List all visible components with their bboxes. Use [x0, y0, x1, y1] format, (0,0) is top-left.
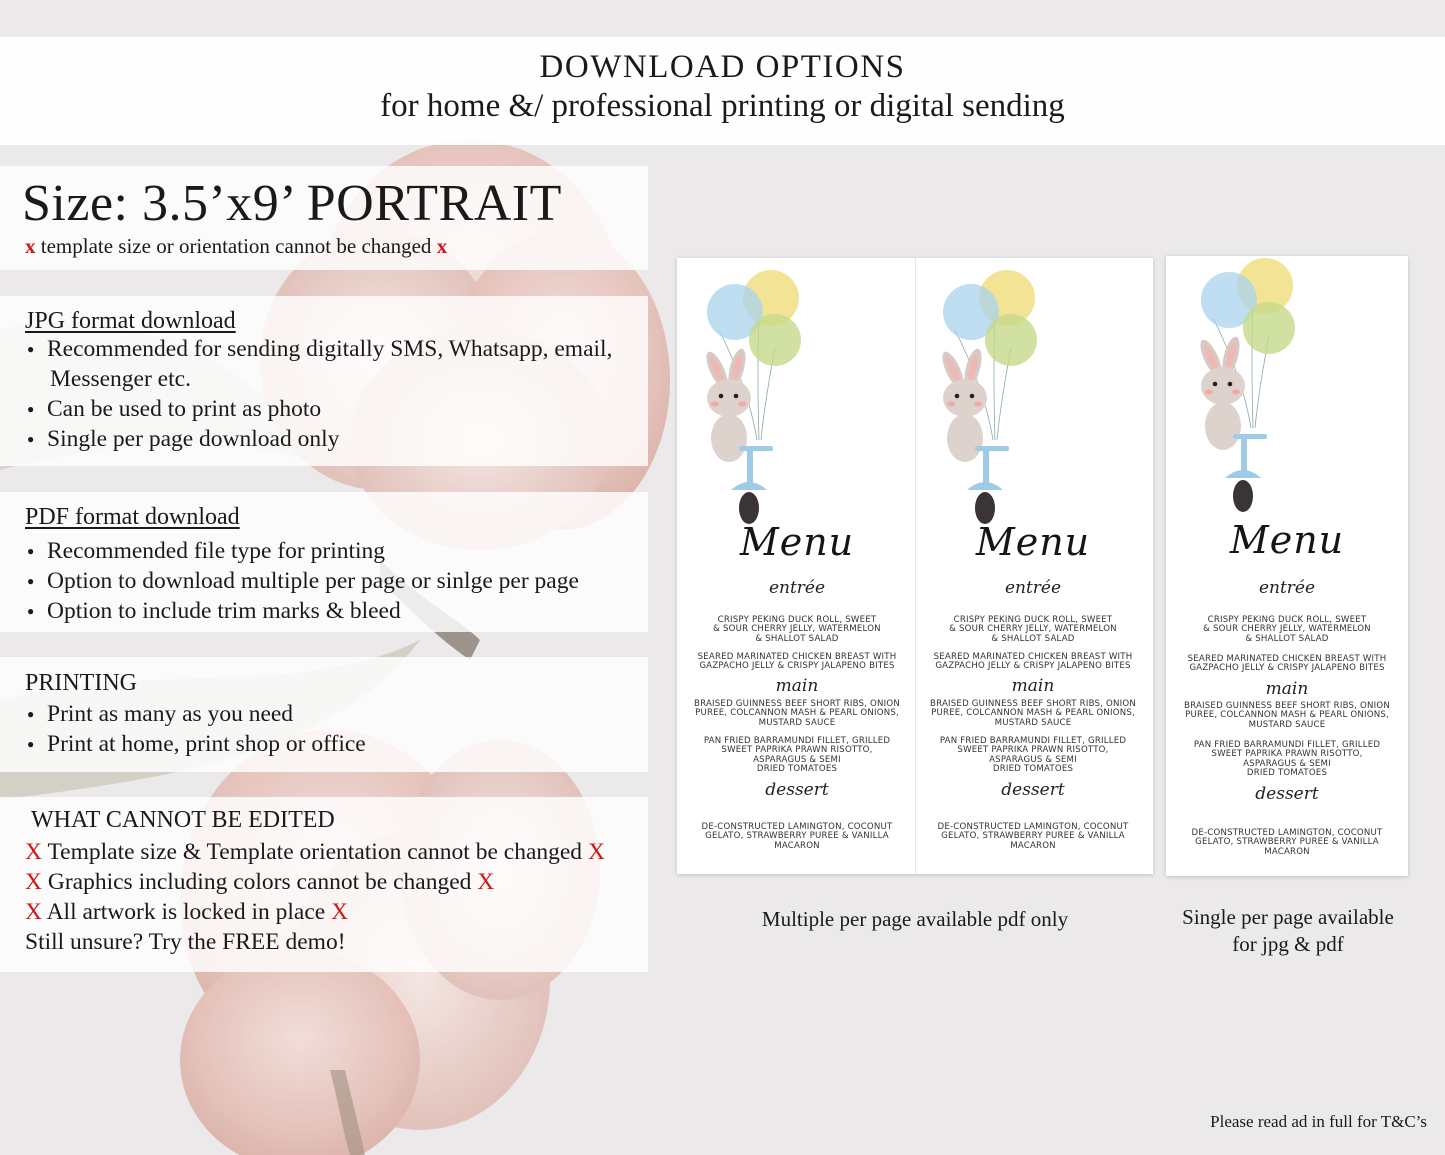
- course-label-entree: entrée: [768, 578, 826, 598]
- dish-line: ASPARAGUS & SEMI: [753, 754, 841, 765]
- dish-line: MACARON: [1264, 846, 1310, 857]
- dish-main-1: [925, 700, 1141, 728]
- dish-line: SEARED MARINATED CHICKEN BREAST WITH: [933, 652, 1133, 662]
- red-x-icon: x: [25, 234, 36, 258]
- dish-line: PUREE, COLCANNON MASH & PEARL ONIONS,: [695, 708, 899, 719]
- dish-line: CRISPY PEKING DUCK ROLL, SWEET: [1207, 615, 1367, 625]
- dish-entree-1: [925, 616, 1141, 644]
- dish-line: SWEET PAPRIKA PRAWN RISOTTO,: [1211, 749, 1363, 760]
- dish-dessert-1: [689, 823, 905, 851]
- dish-main-1: [689, 700, 905, 728]
- bunny-icon: [1196, 335, 1245, 450]
- printing-list: [25, 699, 366, 759]
- dish-line: GELATO, STRAWBERRY PUREE & VANILLA: [705, 831, 889, 842]
- size-note: [25, 234, 447, 259]
- dish-line: PAN FRIED BARRAMUNDI FILLET, GRILLED: [703, 736, 891, 746]
- list-item: ● Recommended file type for printing: [25, 536, 579, 566]
- demo-line: Still unsure? Try the FREE demo!: [25, 929, 346, 955]
- dish-line: BRAISED GUINNESS BEEF SHORT RIBS, ONION: [1184, 701, 1390, 711]
- red-x-icon: X: [25, 899, 42, 925]
- dish-main-2: [1179, 741, 1395, 779]
- size-note-text: template size or orientation cannot be changed: [40, 234, 432, 258]
- dish-main-2: [925, 737, 1141, 775]
- menu-card: [915, 258, 1151, 874]
- dish-line: & SOUR CHERRY JELLY, WATERMELON: [713, 624, 881, 635]
- pdf-list: [25, 536, 579, 626]
- bunny-icon: [938, 347, 987, 462]
- dish-line: & SHALLOT SALAD: [1245, 633, 1329, 644]
- course-label-main: main: [775, 676, 819, 696]
- red-x-icon: X: [587, 839, 605, 865]
- edit-line-text: Template size & Template orientation cannot be changed: [47, 839, 583, 865]
- menu-title: Menu: [739, 520, 855, 564]
- dish-line: SEARED MARINATED CHICKEN BREAST WITH: [1187, 654, 1387, 664]
- not-editable-heading: WHAT CANNOT BE EDITED: [31, 807, 335, 833]
- dish-line: MUSTARD SAUCE: [758, 717, 836, 728]
- dish-line: MUSTARD SAUCE: [994, 717, 1072, 728]
- green-balloon-icon: [985, 314, 1037, 366]
- dish-line: GAZPACHO JELLY & CRISPY JALAPENO BITES: [699, 661, 895, 672]
- course-label-main: main: [1265, 679, 1309, 699]
- list-item: ● Print as many as you need: [25, 699, 366, 729]
- footer-note: Please read ad in full for T&C’s: [1210, 1112, 1427, 1131]
- dish-line: PUREE, COLCANNON MASH & PEARL ONIONS,: [1185, 710, 1389, 721]
- dish-line: BRAISED GUINNESS BEEF SHORT RIBS, ONION: [694, 699, 900, 709]
- dish-line: DRIED TOMATOES: [1246, 768, 1328, 779]
- jpg-list: [25, 334, 612, 454]
- dish-line: PAN FRIED BARRAMUNDI FILLET, GRILLED: [1193, 740, 1381, 750]
- not-editable-panel: [0, 797, 648, 972]
- list-item: ● Recommended for sending digitally SMS, Whatsapp, email,: [25, 334, 612, 364]
- dish-line: DRIED TOMATOES: [992, 764, 1074, 775]
- list-item: Messenger etc.: [50, 366, 191, 392]
- menu-title: Menu: [1229, 518, 1345, 562]
- dish-entree-2: [1179, 655, 1395, 674]
- caption-single-line: Single per page available: [1182, 905, 1394, 929]
- caption-single-line: for jpg & pdf: [1232, 932, 1344, 956]
- header-band: [0, 37, 1445, 145]
- dish-line: DE-CONSTRUCTED LAMINGTON, COCONUT: [1191, 828, 1383, 838]
- dish-line: & SOUR CHERRY JELLY, WATERMELON: [1203, 624, 1371, 635]
- edit-line: [25, 867, 605, 897]
- not-editable-lines: [25, 837, 605, 957]
- course-label-entree: entrée: [1004, 578, 1062, 598]
- dish-line: MACARON: [774, 840, 820, 851]
- dish-line: BRAISED GUINNESS BEEF SHORT RIBS, ONION: [930, 699, 1136, 709]
- dish-main-2: [689, 737, 905, 775]
- edit-line-text: Graphics including colors cannot be changed: [47, 869, 472, 895]
- dish-entree-1: [689, 616, 905, 644]
- dish-line: GAZPACHO JELLY & CRISPY JALAPENO BITES: [935, 661, 1131, 672]
- menu-card: [1169, 256, 1405, 876]
- dish-line: CRISPY PEKING DUCK ROLL, SWEET: [953, 615, 1113, 625]
- list-item: ● Option to include trim marks & bleed: [25, 596, 579, 626]
- list-item: ● Option to download multiple per page or sinlge per page: [25, 566, 579, 596]
- header-title: DOWNLOAD OPTIONS: [539, 49, 906, 85]
- dish-line: ASPARAGUS & SEMI: [1243, 758, 1331, 769]
- dish-line: MACARON: [1010, 840, 1056, 851]
- list-item: ● Print at home, print shop or office: [25, 729, 366, 759]
- course-label-dessert: dessert: [1001, 780, 1065, 800]
- caption-single: [1160, 904, 1416, 958]
- header-subtitle: for home &/ professional printing or digital sending: [380, 88, 1065, 124]
- dish-entree-2: [925, 653, 1141, 672]
- jpg-panel: [0, 296, 648, 466]
- red-x-icon: x: [436, 234, 448, 258]
- course-label-entree: entrée: [1258, 578, 1316, 598]
- dish-line: GELATO, STRAWBERRY PUREE & VANILLA: [941, 831, 1125, 842]
- dish-line: MUSTARD SAUCE: [1248, 719, 1326, 730]
- dish-line: & SOUR CHERRY JELLY, WATERMELON: [949, 624, 1117, 635]
- menu-card: [679, 258, 915, 874]
- dish-line: SEARED MARINATED CHICKEN BREAST WITH: [697, 652, 897, 662]
- red-x-icon: X: [331, 899, 349, 925]
- dish-line: DRIED TOMATOES: [756, 764, 838, 775]
- dish-entree-1: [1179, 616, 1395, 644]
- edit-line: [25, 837, 605, 867]
- dish-entree-2: [689, 653, 905, 672]
- dish-line: PUREE, COLCANNON MASH & PEARL ONIONS,: [931, 708, 1135, 719]
- dish-line: DE-CONSTRUCTED LAMINGTON, COCONUT: [937, 822, 1129, 832]
- edit-line-text: All artwork is locked in place: [46, 899, 326, 925]
- course-label-dessert: dessert: [765, 780, 829, 800]
- dish-line: DE-CONSTRUCTED LAMINGTON, COCONUT: [701, 822, 893, 832]
- menu-title: Menu: [975, 520, 1091, 564]
- course-label-main: main: [1011, 676, 1055, 696]
- printing-panel: [0, 657, 648, 772]
- pdf-panel: [0, 492, 648, 632]
- dish-line: SWEET PAPRIKA PRAWN RISOTTO,: [957, 745, 1109, 756]
- dish-line: GAZPACHO JELLY & CRISPY JALAPENO BITES: [1189, 663, 1385, 674]
- dish-line: & SHALLOT SALAD: [991, 633, 1075, 644]
- dish-line: SWEET PAPRIKA PRAWN RISOTTO,: [721, 745, 873, 756]
- bunny-balloon-illustration: [915, 270, 1151, 530]
- dish-dessert-1: [925, 823, 1141, 851]
- dish-line: GELATO, STRAWBERRY PUREE & VANILLA: [1195, 837, 1379, 848]
- menu-preview-single: [1166, 256, 1408, 876]
- red-x-icon: X: [25, 839, 42, 865]
- size-title: Size: 3.5’x9’ PORTRAIT: [22, 175, 562, 232]
- green-balloon-icon: [749, 314, 801, 366]
- course-label-dessert: dessert: [1255, 784, 1319, 804]
- dish-line: CRISPY PEKING DUCK ROLL, SWEET: [717, 615, 877, 625]
- size-panel: [0, 166, 648, 270]
- dish-line: ASPARAGUS & SEMI: [989, 754, 1077, 765]
- menu-preview-multiple: [677, 258, 1153, 874]
- bunny-balloon-illustration: [679, 270, 915, 530]
- dish-line: & SHALLOT SALAD: [755, 633, 839, 644]
- pdf-heading: PDF format download: [25, 504, 240, 530]
- dish-dessert-1: [1179, 829, 1395, 857]
- red-x-icon: X: [477, 869, 495, 895]
- edit-line: [25, 897, 605, 927]
- bunny-balloon-illustration: [1173, 258, 1408, 518]
- dish-line: PAN FRIED BARRAMUNDI FILLET, GRILLED: [939, 736, 1127, 746]
- list-item: ● Single per page download only: [25, 424, 612, 454]
- bunny-icon: [702, 347, 751, 462]
- red-x-icon: X: [25, 869, 42, 895]
- dish-main-1: [1179, 702, 1395, 730]
- caption-multiple: Multiple per page available pdf only: [761, 907, 1069, 931]
- list-item: ● Can be used to print as photo: [25, 394, 612, 424]
- green-balloon-icon: [1243, 302, 1295, 354]
- jpg-heading: JPG format download: [25, 308, 236, 334]
- printing-heading: PRINTING: [25, 670, 137, 696]
